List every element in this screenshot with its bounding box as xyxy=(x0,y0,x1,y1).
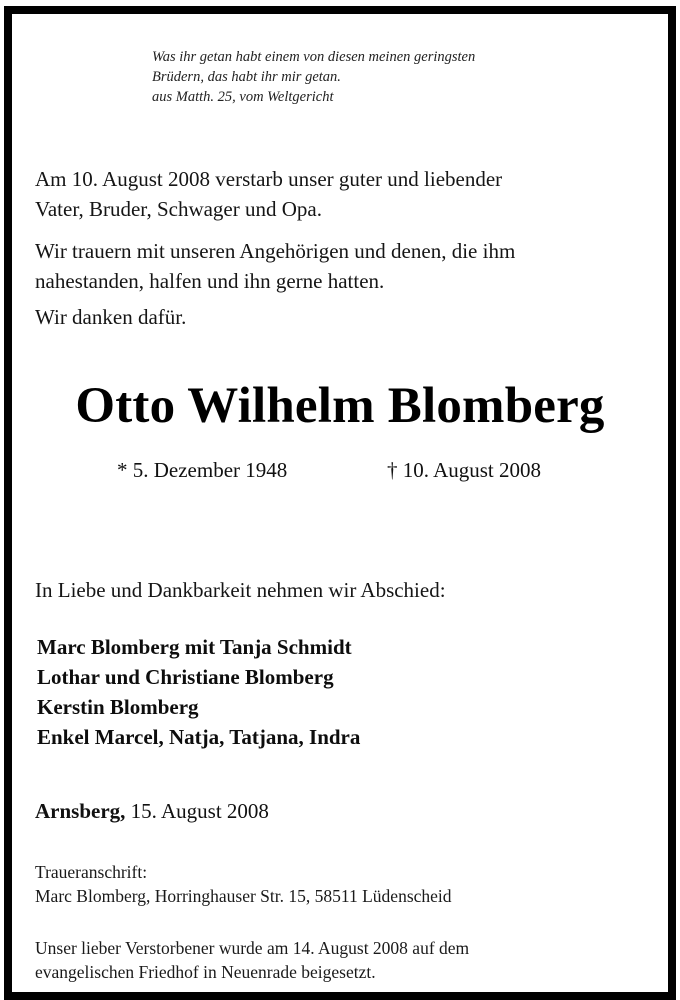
burial-line-1: Unser lieber Verstorbener wurde am 14. August 2008 auf dem xyxy=(35,938,470,958)
thanks-paragraph xyxy=(35,302,186,332)
mourning-address xyxy=(35,860,452,908)
mourning-paragraph xyxy=(35,236,515,296)
death-date: † 10. August 2008 xyxy=(387,458,542,482)
mourning-line-1: Wir trauern mit unseren Angehörigen und denen, die ihm xyxy=(35,239,516,263)
family-member: Enkel Marcel, Natja, Tatjana, Indra xyxy=(37,725,361,749)
family-list xyxy=(37,632,360,752)
bible-quote xyxy=(152,47,622,107)
quote-line-1: Was ihr getan habt einem von diesen meinen geringsten xyxy=(152,49,476,65)
family-member: Kerstin Blomberg xyxy=(37,695,199,719)
farewell-paragraph xyxy=(35,575,446,605)
burial-line-2: evangelischen Friedhof in Neuenrade beigesetzt. xyxy=(35,962,376,982)
birth-date: * 5. Dezember 1948 xyxy=(117,458,288,482)
obituary-frame xyxy=(4,6,676,1000)
intro-line-2: Vater, Bruder, Schwager und Opa. xyxy=(35,197,322,221)
thanks-line: Wir danken dafür. xyxy=(35,305,187,329)
burial-note xyxy=(35,936,469,984)
address-value: Marc Blomberg, Horringhauser Str. 15, 58511 Lüdenscheid xyxy=(35,886,452,906)
place-date xyxy=(35,796,269,826)
address-label: Traueranschrift: xyxy=(35,862,148,882)
farewell-line: In Liebe und Dankbarkeit nehmen wir Abschied: xyxy=(35,578,446,602)
intro-line-1: Am 10. August 2008 verstarb unser guter und liebender xyxy=(35,167,503,191)
quote-line-2: Brüdern, das habt ihr mir getan. xyxy=(152,69,341,85)
mourning-line-2: nahestanden, halfen und ihn gerne hatten. xyxy=(35,269,385,293)
place-date-value: 15. August 2008 xyxy=(130,799,269,823)
family-member: Marc Blomberg mit Tanja Schmidt xyxy=(37,635,352,659)
family-member: Lothar und Christiane Blomberg xyxy=(37,665,334,689)
place-town: Arnsberg, xyxy=(35,799,126,823)
deceased-name: Otto Wilhelm Blomberg xyxy=(75,378,605,434)
quote-source: aus Matth. 25, vom Weltgericht xyxy=(152,89,334,105)
intro-paragraph xyxy=(35,164,502,224)
